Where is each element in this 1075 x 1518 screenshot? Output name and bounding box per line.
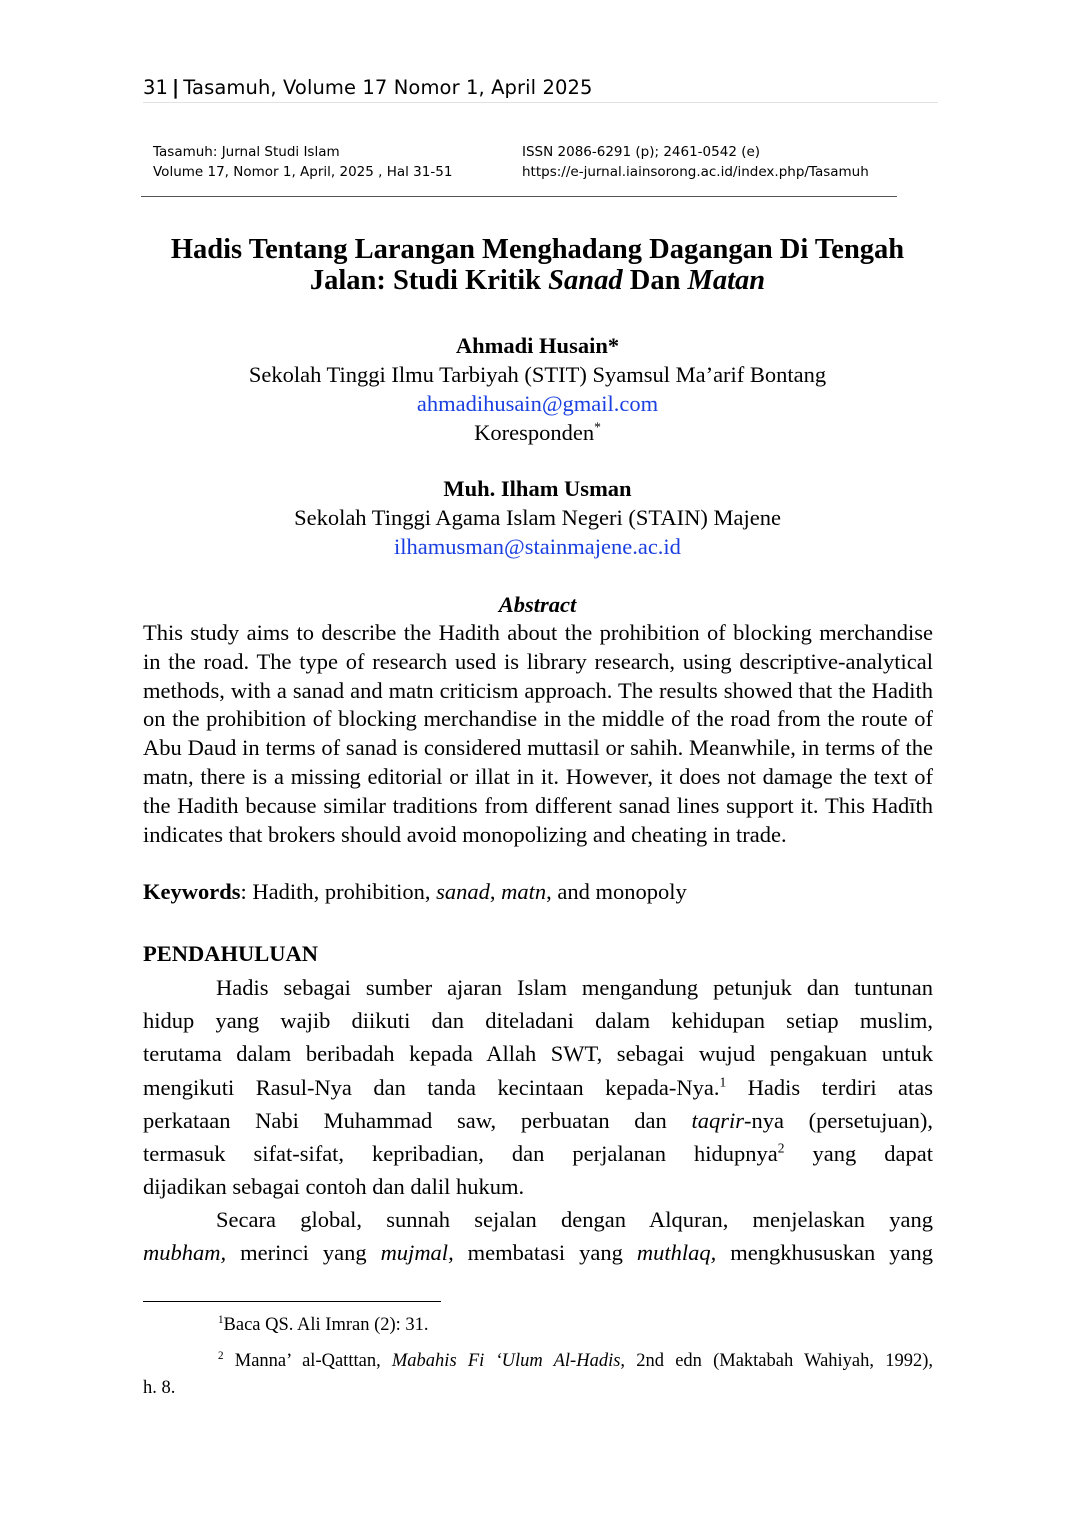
keyword-italic: sanad [436, 879, 490, 904]
keyword-italic: matn [501, 879, 547, 904]
keywords-text: , [489, 879, 502, 904]
paragraph-line [143, 1071, 933, 1104]
journal-volume: Volume 17, Nomor 1, April, 2025 , Hal 31-51 [153, 163, 453, 180]
journal-name: Tasamuh: Jurnal Studi Islam [153, 144, 340, 160]
paragraph-line: hidup yang wajib diikuti dan diteladani dalam kehidupan setiap muslim, [143, 1008, 933, 1034]
author-email[interactable]: ilhamusman@stainmajene.ac.id [394, 534, 681, 559]
author-affiliation: Sekolah Tinggi Ilmu Tarbiyah (STIT) Syamsul Ma’arif Bontang [248, 362, 827, 387]
keywords [143, 877, 687, 906]
title-text: Jalan: Studi Kritik [309, 265, 549, 296]
paragraph-text: mengkhususkan yang [716, 1240, 933, 1266]
author-name: Muh. Ilham Usman [443, 476, 632, 501]
author-email[interactable]: ahmadihusain@gmail.com [416, 391, 659, 416]
abstract-text: This study aims to describe the Hadith about the prohibition of blocking merchandise in the road. The type of research used is library research, using descriptive-analytical methods, with a sanad and matn criticism approach. The results showed that the Hadith on the prohibition of blocking merchandise in the middle of the road from the route of Abu Daud in terms of sanad is considered muttasil or sahih. Meanwhile, in terms of the matn, there is a missing editorial or illat in it. However, it does not damage the text of the Hadith because similar traditions from different sanad lines support it. This Hadīth indicates that brokers should avoid monopolizing and cheating in trade. [143, 620, 933, 847]
footnote-1 [143, 1312, 933, 1339]
footnote-text: h. 8. [143, 1378, 176, 1398]
footnote-2 [143, 1348, 933, 1402]
journal-issn: ISSN 2086-6291 (p); 2461-0542 (e) [522, 144, 761, 160]
corresponding-label [100, 418, 975, 447]
paragraph-line [143, 1104, 933, 1137]
keywords-text: , and monopoly [546, 879, 687, 904]
author-block-1 [100, 331, 975, 447]
paragraph [143, 971, 933, 1203]
paragraph-line: dijadikan sebagai contoh dan dalil hukum. [143, 1174, 525, 1200]
abstract-heading: Abstract [498, 592, 577, 617]
italic-term: mubham, [143, 1240, 227, 1266]
paragraph-line: terutama dalam beribadah kepada Allah SWT, sebagai wujud pengakuan untuk [143, 1041, 933, 1067]
running-header [143, 76, 938, 99]
paragraph-text: mengikuti Rasul-Nya dan tanda kecintaan kepada-Nya. [143, 1074, 720, 1100]
footnote-mark: 2 [218, 1349, 224, 1362]
title-line-2 [100, 265, 975, 296]
footnote-ref[interactable]: 2 [777, 1140, 785, 1156]
footnote-ref[interactable]: 1 [719, 1074, 727, 1090]
journal-info-left [153, 143, 452, 182]
paragraph-text: membatasi yang [453, 1240, 637, 1266]
paragraph-text: yang dapat [784, 1141, 933, 1167]
title-line-1: Hadis Tentang Larangan Menghadang Dagangan Di Tengah [170, 234, 905, 265]
journal-info-divider [141, 196, 897, 197]
paragraph-text: -nya (persetujuan), [743, 1107, 933, 1133]
abstract-body [143, 619, 933, 849]
header-separator: | [172, 76, 180, 99]
italic-term: muthlaq, [636, 1240, 717, 1266]
italic-term: taqrir [691, 1107, 744, 1133]
title-italic-matan: Matan [687, 265, 766, 296]
footnote-text: , 2nd edn (Maktabah Wahiyah, 1992), [620, 1351, 933, 1371]
page-number: 31 [143, 76, 169, 99]
corresponding-mark: * [594, 419, 601, 435]
footnote-text: Baca QS. Ali Imran (2): 31. [223, 1315, 429, 1335]
corresponding-text: Koresponden [474, 420, 595, 445]
author-block-2 [100, 474, 975, 561]
author-name: Ahmadi Husain* [455, 333, 620, 358]
keywords-label: Keywords [143, 879, 241, 904]
footnote-divider [143, 1301, 441, 1302]
paragraph [143, 1203, 933, 1269]
paragraph-text: termasuk sifat-sifat, kepribadian, dan perjalanan hidupnya [143, 1141, 778, 1167]
footnote-line [143, 1348, 933, 1375]
journal-url[interactable]: https://e-jurnal.iainsorong.ac.id/index.php/Tasamuh [522, 163, 869, 180]
journal-issue-label: Tasamuh, Volume 17 Nomor 1, April 2025 [183, 76, 593, 99]
footnote-book-title: Mabahis Fi ‘Ulum Al-Hadis [391, 1351, 621, 1371]
paragraph-text: merinci yang [226, 1240, 381, 1266]
section-heading: PENDAHULUAN [143, 941, 319, 966]
title-text: Dan [622, 265, 688, 296]
author-affiliation: Sekolah Tinggi Agama Islam Negeri (STAIN) Majene [294, 505, 781, 530]
paragraph-line: Secara global, sunnah sejalan dengan Alquran, menjelaskan yang [216, 1207, 933, 1232]
keywords-text: : Hadith, prohibition, [240, 879, 437, 904]
header-divider [143, 102, 938, 103]
footnote-mark: 1 [218, 1313, 224, 1326]
article-title [100, 234, 975, 296]
paragraph-line [143, 1137, 933, 1170]
journal-info-right [522, 143, 869, 182]
title-italic-sanad: Sanad [548, 265, 623, 296]
paragraph-line: Hadis sebagai sumber ajaran Islam mengandung petunjuk dan tuntunan [216, 975, 933, 1000]
italic-term: mujmal, [380, 1240, 454, 1266]
paragraph-text: perkataan Nabi Muhammad saw, perbuatan dan [143, 1107, 692, 1133]
paragraph-line [143, 1236, 933, 1269]
paragraph-text: Hadis terdiri atas [726, 1074, 933, 1100]
footnote-text: Manna’ al-Qatttan, [223, 1351, 392, 1371]
